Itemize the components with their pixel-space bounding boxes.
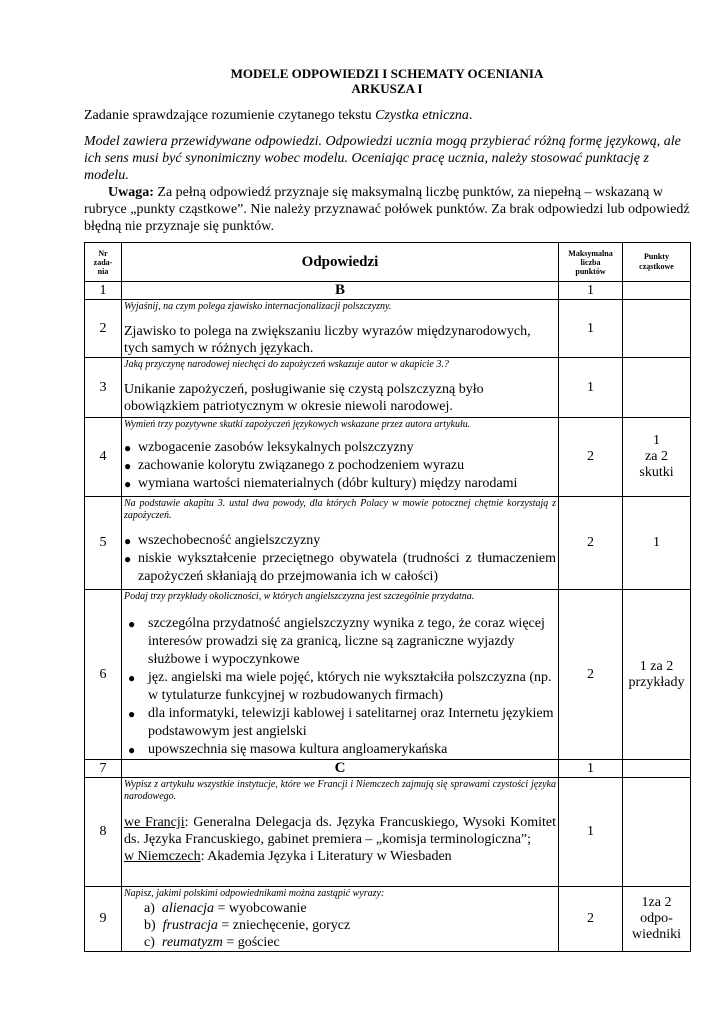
table-row	[85, 300, 691, 358]
header-odpowiedzi: Odpowiedzi	[122, 243, 559, 282]
max-points: 1	[559, 778, 623, 887]
answer-text: Zjawisko to polega na zwiększaniu liczby wyrazów międzynarodowych, tych samych w różnych językach.	[124, 324, 531, 356]
task-number: 1	[85, 282, 122, 300]
table-row	[85, 418, 691, 497]
table-row	[85, 887, 691, 952]
table-row	[85, 760, 691, 778]
synonym-item: c) reumatyzm = gościec	[144, 935, 280, 950]
list-item: ● zachowanie kolorytu związanego z pochodzeniem wyrazu	[124, 458, 465, 473]
synonym-item: a) alienacja = wyobcowanie	[144, 901, 307, 916]
task-number: 9	[85, 887, 122, 952]
bullet-icon: ●	[128, 743, 136, 757]
bullet-icon: ●	[124, 477, 132, 491]
answer-cell	[122, 358, 559, 418]
table-row	[85, 358, 691, 418]
question-text: Podaj trzy przykłady okoliczności, w których angielszczyzna jest szczególnie przydatna.	[124, 591, 475, 602]
list-item: ● wszechobecność angielszczyzny	[124, 533, 321, 548]
max-points: 2	[559, 418, 623, 497]
intro-paragraph	[84, 107, 690, 124]
intro-end: .	[468, 108, 473, 123]
max-points: 1	[559, 760, 623, 778]
task-number: 2	[85, 300, 122, 358]
intro-text-title: Czystka etniczna	[375, 108, 469, 123]
max-points: 2	[559, 887, 623, 952]
header-partial-points: Punkty cząstkowe	[623, 243, 691, 282]
partial-points: 1	[623, 497, 691, 590]
answer-cell	[122, 497, 559, 590]
list-item: ● upowszechnia się masowa kultura angloamerykańska	[128, 742, 448, 757]
list-item: ● dla informatyki, telewizji kablowej i satelitarnej oraz Internetu językiem podstawowym jest angielski	[128, 706, 554, 739]
task-number: 6	[85, 590, 122, 760]
bullet-icon: ●	[128, 671, 136, 685]
header-nr: Nr zada- nia	[85, 243, 122, 282]
answer-cell	[122, 778, 559, 887]
bullet-icon: ●	[128, 617, 136, 631]
partial-points	[623, 282, 691, 300]
partial-points	[623, 760, 691, 778]
page	[84, 66, 690, 952]
uwaga-text: Za pełną odpowiedź przyznaje się maksymalną liczbę punktów, za niepełną – wskazaną w rubryce „punkty cząstkowe”. Nie należy przyznawać połówek punktów. Za brak odpowiedzi lub odpowiedź błędną nie przyznaje się punktów.	[84, 185, 690, 234]
max-points: 1	[559, 282, 623, 300]
document-title-line1: MODELE ODPOWIEDZI I SCHEMATY OCENIANIA	[230, 66, 544, 81]
max-points: 1	[559, 358, 623, 418]
document-title-line2: ARKUSZA I	[351, 81, 423, 96]
partial-points: 1 za 2 przykłady	[623, 590, 691, 760]
answer-cell	[122, 418, 559, 497]
answer-list	[124, 439, 556, 493]
bullet-icon: ●	[128, 707, 136, 721]
list-item: ● jęz. angielski ma wiele pojęć, których nie wykształciła polszczyzna (np. w tytulaturze funkcyjnej w rozbudowanych firmach)	[128, 670, 552, 703]
header-max-points: Maksymalna liczba punktów	[559, 243, 623, 282]
answer-letter: C	[122, 760, 559, 778]
answer-list	[124, 532, 556, 586]
bullet-icon: ●	[124, 441, 132, 455]
partial-points	[623, 300, 691, 358]
partial-points: 1 za 2 skutki	[623, 418, 691, 497]
question-text: Wypisz z artykułu wszystkie instytucje, które we Francji i Niemczech zajmują się sprawami czystości języka narodowego.	[124, 779, 556, 802]
table-row	[85, 590, 691, 760]
partial-points	[623, 358, 691, 418]
list-item: ● wzbogacenie zasobów leksykalnych polszczyzny	[124, 440, 414, 455]
answer-cell	[122, 300, 559, 358]
task-number: 5	[85, 497, 122, 590]
task-number: 4	[85, 418, 122, 497]
question-text: Napisz, jakimi polskimi odpowiednikami można zastąpić wyrazy:	[124, 888, 385, 899]
uwaga-label: Uwaga:	[108, 185, 154, 200]
max-points: 1	[559, 300, 623, 358]
max-points: 2	[559, 590, 623, 760]
question-text: Wymień trzy pozytywne skutki zapożyczeń językowych wskazane przez autora artykułu.	[124, 419, 471, 430]
table-row	[85, 497, 691, 590]
bullet-icon: ●	[124, 459, 132, 473]
list-item: ● wymiana wartości niematerialnych (dóbr kultury) między narodami	[124, 476, 518, 491]
task-number: 3	[85, 358, 122, 418]
answer-list	[124, 615, 556, 759]
list-item: ● niskie wykształcenie przeciętnego obywatela (trudności z tłumaczeniem zapożyczeń skłaniają do przejmowania ich w całości)	[124, 551, 556, 584]
question-text: Jaką przyczynę narodowej niechęci do zapożyczeń wskazuje autor w akapicie 3.?	[124, 359, 449, 370]
answer-text: Unikanie zapożyczeń, posługiwanie się czystą polszczyzną było obowiązkiem patriotycznym w okresie niewoli narodowej.	[124, 382, 484, 414]
partial-points: 1za 2 odpo- wiedniki	[623, 887, 691, 952]
table-row	[85, 282, 691, 300]
question-text: Wyjaśnij, na czym polega zjawisko internacjonalizacji polszczyzny.	[124, 301, 392, 312]
list-item: ● szczególna przydatność angielszczyzny wynika z tego, że coraz więcej interesów prowadzi się za granicą, liczne są zagraniczne wyjazdy służbowe i wypoczynkowe	[128, 616, 545, 667]
answer-letter: B	[122, 282, 559, 300]
scoring-table	[84, 242, 691, 952]
task-number: 8	[85, 778, 122, 887]
bullet-icon: ●	[124, 534, 132, 548]
synonym-item: b) frustracja = zniechęcenie, gorycz	[144, 918, 351, 933]
answer-cell	[122, 887, 559, 952]
partial-points	[623, 778, 691, 887]
bullet-icon: ●	[124, 552, 132, 566]
task-number: 7	[85, 760, 122, 778]
answer-germany: w Niemczech: Akademia Języka i Literatury w Wiesbaden	[124, 849, 452, 864]
table-row	[85, 778, 691, 887]
answer-france: we Francji: Generalna Delegacja ds. Języka Francuskiego, Wysoki Komitet ds. Języka Francuskiego, gabinet premiera – „komisja terminologiczna”;	[124, 815, 556, 847]
header-row	[85, 243, 691, 282]
intro-text: Zadanie sprawdzające rozumienie czytanego tekstu	[84, 108, 376, 123]
question-text: Na podstawie akapitu 3. ustal dwa powody, dla których Polacy w mowie potocznej chętnie korzystają z zapożyczeń.	[124, 498, 556, 521]
answer-cell	[122, 590, 559, 760]
max-points: 2	[559, 497, 623, 590]
uwaga-paragraph	[84, 184, 690, 235]
model-paragraph: Model zawiera przewidywane odpowiedzi. Odpowiedzi ucznia mogą przybierać różną formę językową, ale ich sens musi być synonimiczny wobec modelu. Oceniając pracę ucznia, należy stosować punktację z modelu.	[84, 134, 681, 183]
